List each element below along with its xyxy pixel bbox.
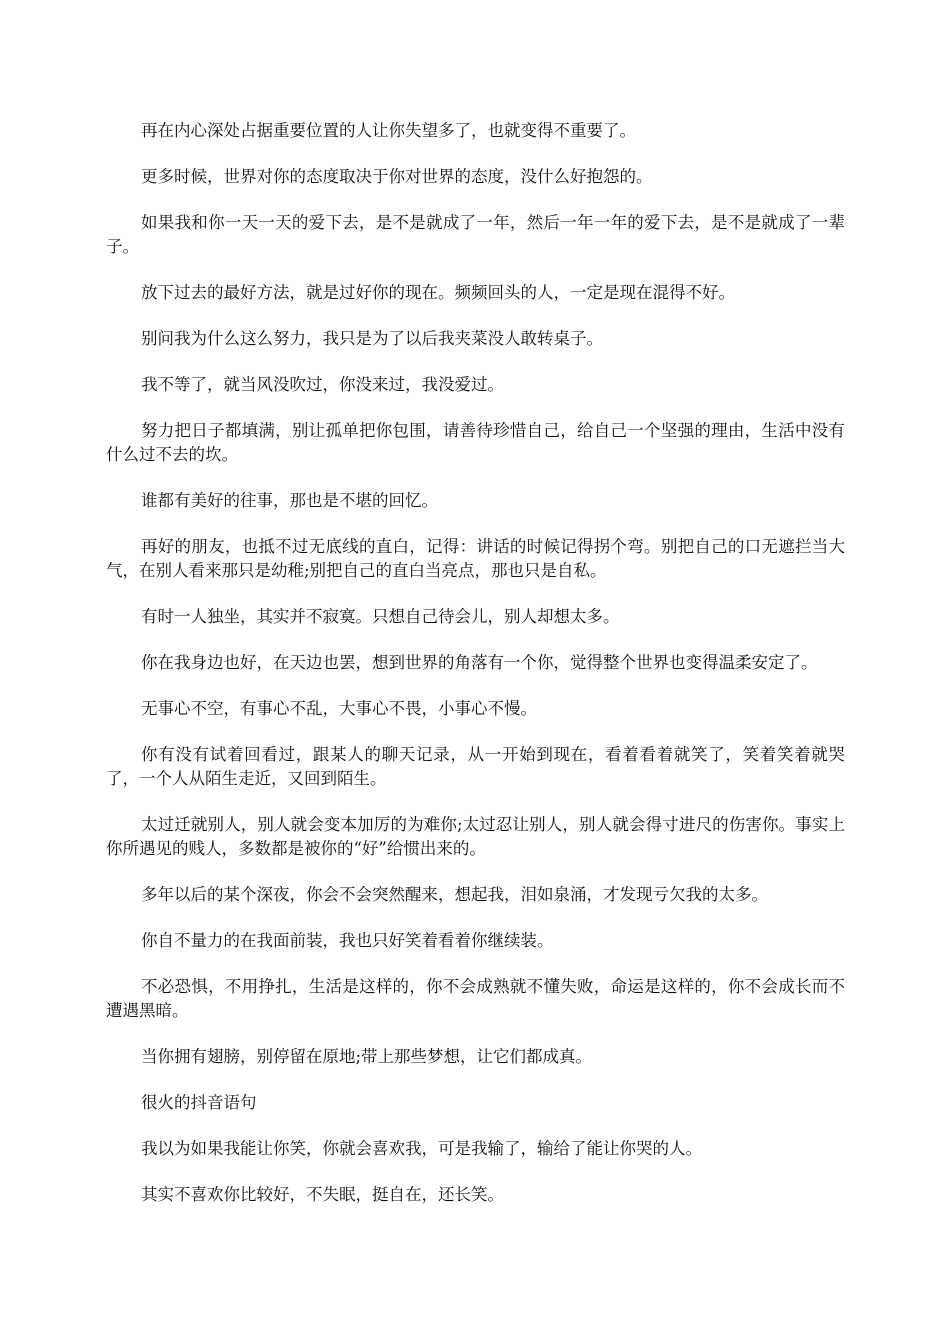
- paragraph: 别问我为什么这么努力，我只是为了以后我夹菜没人敢转桌子。: [141, 329, 603, 348]
- paragraph: 太过迁就别人，别人就会变本加厉的为难你;太过忍让别人，别人就会得寸进尺的伤害你。事实上你所遇见的贱人，多数都是被你的“好”给惯出来的。: [106, 815, 845, 858]
- paragraph: 放下过去的最好方法，就是过好你的现在。频频回头的人，一定是现在混得不好。: [141, 283, 735, 302]
- paragraph: 谁都有美好的往事，那也是不堪的回忆。: [141, 491, 438, 510]
- paragraph: 我以为如果我能让你笑，你就会喜欢我，可是我输了，输给了能让你哭的人。: [141, 1139, 702, 1158]
- paragraph: 你自不量力的在我面前装，我也只好笑着看着你继续装。: [141, 931, 554, 950]
- paragraph: 如果我和你一天一天的爱下去，是不是就成了一年，然后一年一年的爱下去，是不是就成了一辈子。: [106, 213, 845, 256]
- document-body: [106, 119, 845, 1229]
- paragraph: 当你拥有翅膀，别停留在原地;带上那些梦想，让它们都成真。: [141, 1047, 593, 1066]
- paragraph: 努力把日子都填满，别让孤单把你包围，请善待珍惜自己，给自己一个坚强的理由，生活中没有什么过不去的坎。: [106, 421, 845, 464]
- paragraph: 其实不喜欢你比较好，不失眠，挺自在，还长笑。: [141, 1185, 504, 1204]
- paragraph: 更多时候，世界对你的态度取决于你对世界的态度，没什么好抱怨的。: [141, 167, 653, 186]
- paragraph: 多年以后的某个深夜，你会不会突然醒来，想起我，泪如泉涌，才发现亏欠我的太多。: [141, 885, 768, 904]
- paragraph: 再好的朋友，也抵不过无底线的直白，记得：讲话的时候记得拐个弯。别把自己的口无遮拦当大气，在别人看来那只是幼稚;别把自己的直白当亮点，那也只是自私。: [106, 537, 845, 580]
- paragraph: 有时一人独坐，其实并不寂寞。只想自己待会儿，别人却想太多。: [141, 607, 620, 626]
- paragraph: 你有没有试着回看过，跟某人的聊天记录，从一开始到现在，看着看着就笑了，笑着笑着就哭了，一个人从陌生走近，又回到陌生。: [106, 745, 845, 788]
- section-heading: 很火的抖音语句: [141, 1093, 257, 1112]
- paragraph: 无事心不空，有事心不乱，大事心不畏，小事心不慢。: [141, 699, 537, 718]
- paragraph: 你在我身边也好，在天边也罢，想到世界的角落有一个你，觉得整个世界也变得温柔安定了。: [141, 653, 818, 672]
- paragraph: 不必恐惧，不用挣扎，生活是这样的，你不会成熟就不懂失败，命运是这样的，你不会成长而不遭遇黑暗。: [106, 977, 845, 1020]
- paragraph: 我不等了，就当风没吹过，你没来过，我没爱过。: [141, 375, 504, 394]
- paragraph: 再在内心深处占据重要位置的人让你失望多了，也就变得不重要了。: [141, 121, 636, 140]
